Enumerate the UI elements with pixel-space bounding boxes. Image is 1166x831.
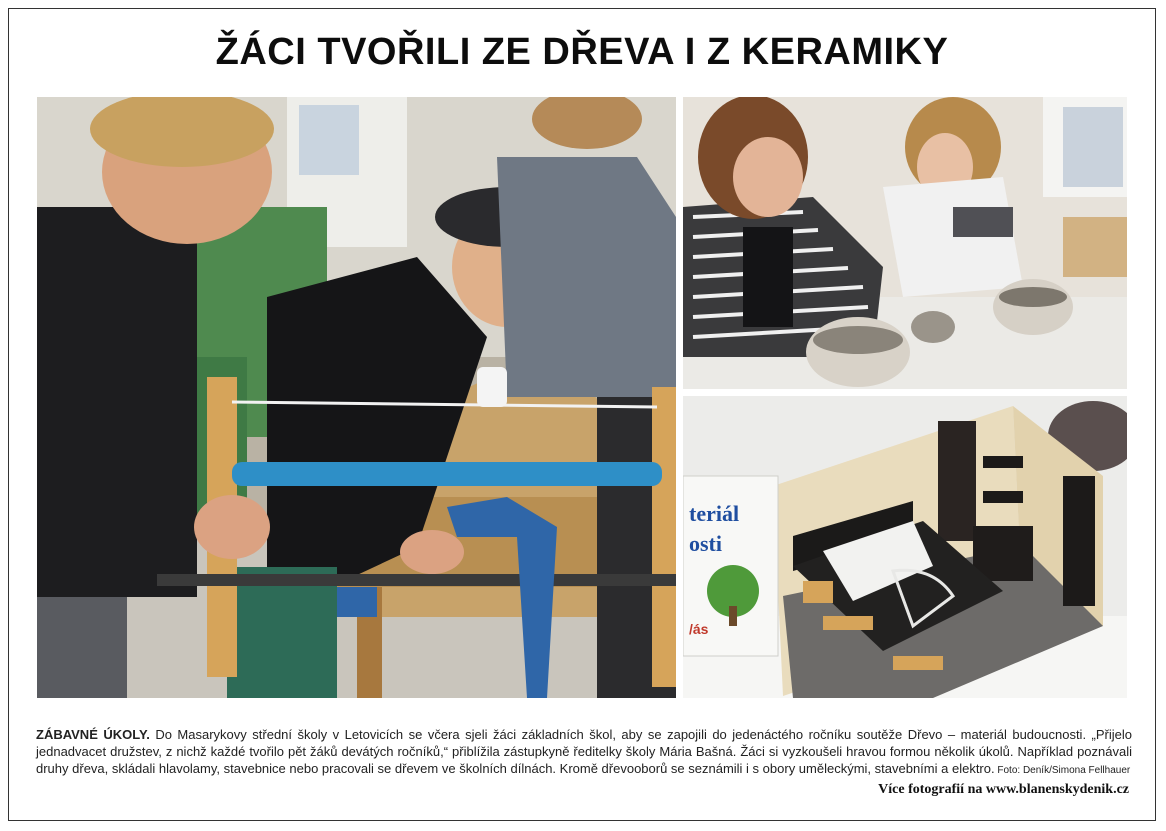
headline: ŽÁCI TVOŘILI ZE DŘEVA I Z KERAMIKY bbox=[215, 31, 949, 73]
photo-credit: Foto: Deník/Simona Fellhauer bbox=[994, 765, 1131, 776]
caption-lead: ZÁBAVNÉ ÚKOLY. bbox=[36, 727, 150, 742]
furniture-model-photo bbox=[683, 396, 1127, 698]
ceramics-photo bbox=[683, 97, 1127, 389]
model-sign-line2: osti bbox=[689, 531, 722, 556]
caption-body: Do Masarykovy střední školy v Letovicích se včera sjeli žáci základních škol, aby se zapojili do jedenáctého ročníku soutěže Dřevo – materiál budoucnosti. „Přijelo jednadvacet družstev, z nichž každé tvořilo pět žáků devátých ročníků,“ přiblížila zástupkyně ředitelky školy Mária Bašná. Žáci si vyzkoušeli hravou formou několik úkolů. Například poznávali druhy dřeva, skládali hlavolamy, stavebnice nebo pracovali se dřevem ve školních dílnách. Kromě dřevooborů se seznámili i s obory uměleckými, stavebními a elektro. bbox=[36, 727, 1132, 776]
model-sign-line1: teriál bbox=[689, 501, 740, 526]
model-sign-line3: /ás bbox=[689, 621, 709, 637]
photo-caption bbox=[36, 726, 1132, 779]
woodworking-photo bbox=[37, 97, 676, 698]
newspaper-page bbox=[8, 8, 1156, 821]
more-photos-link[interactable]: Více fotografií na www.blanenskydenik.cz bbox=[878, 782, 1129, 797]
